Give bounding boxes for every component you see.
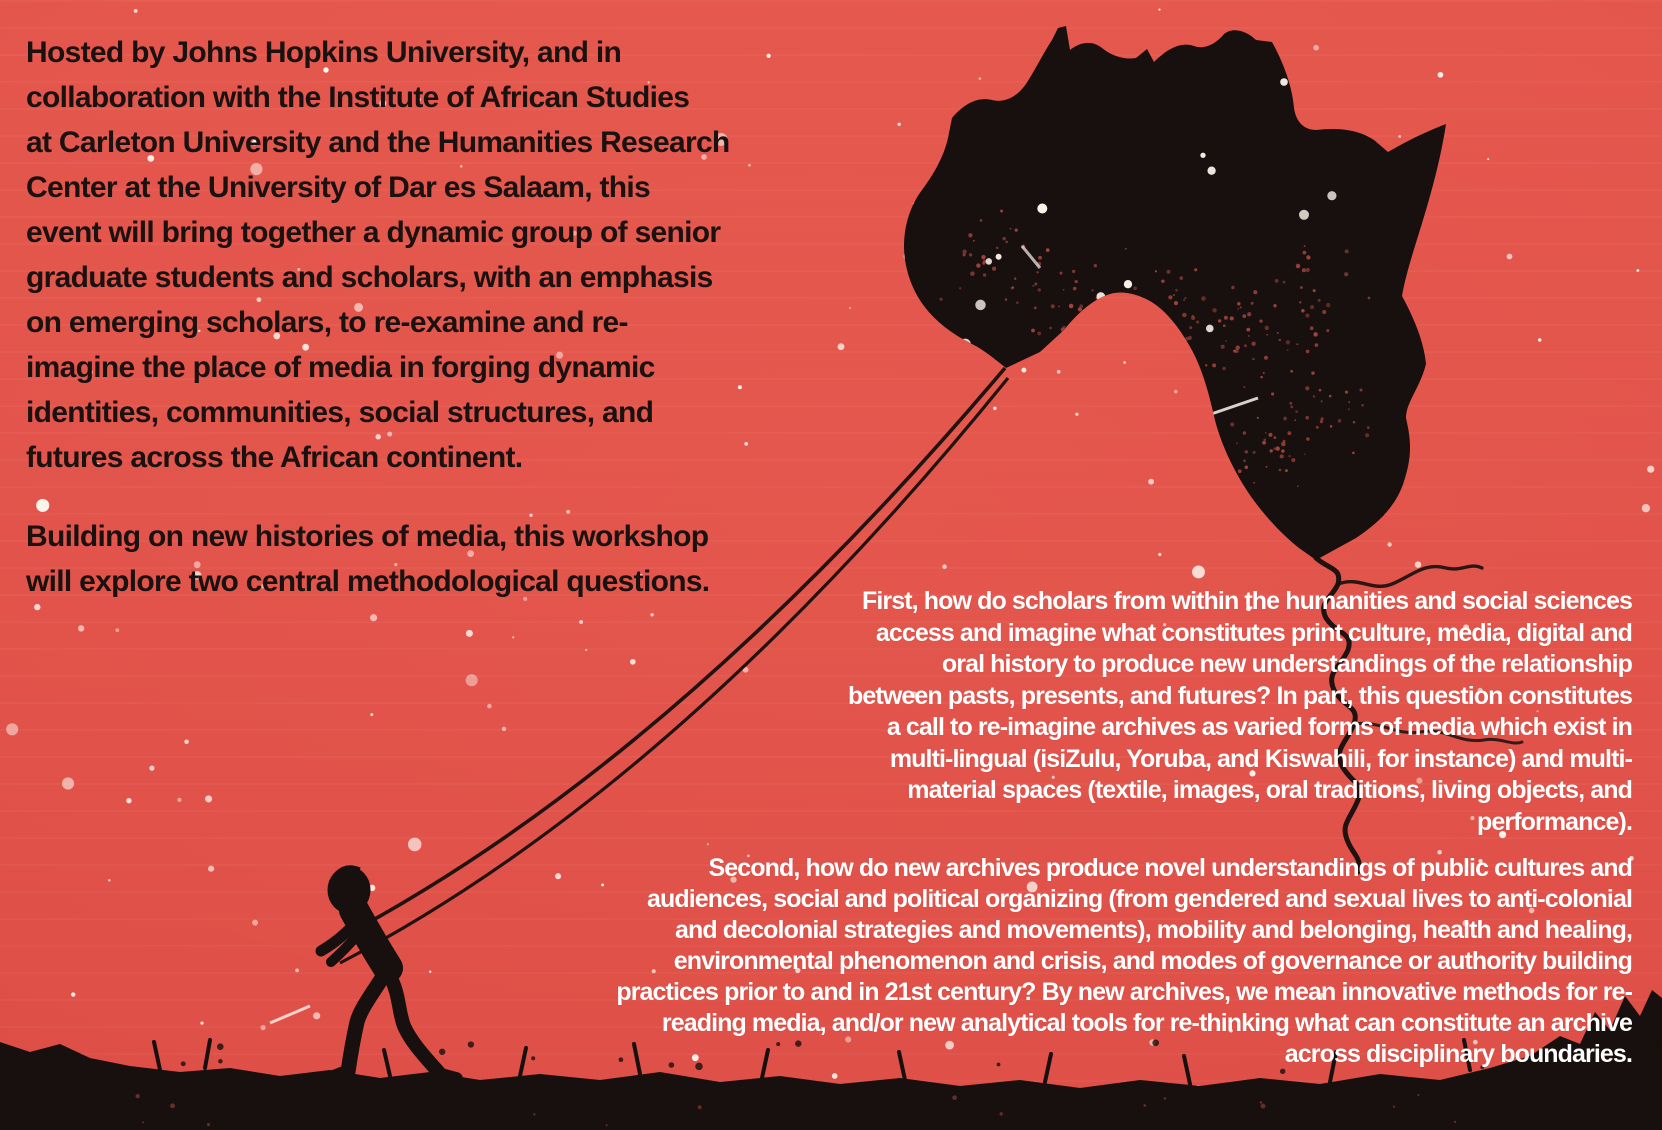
text-line: First, how do scholars from within the humanities and social sciences	[861, 587, 1632, 615]
workshop-paragraph	[26, 514, 709, 604]
text-line: futures across the African continent.	[26, 441, 523, 474]
text-line: practices prior to and in 21st century? By new archives, we mean innovative methods for re-	[616, 978, 1632, 1006]
text-line: graduate students and scholars, with an emphasis	[26, 261, 713, 294]
text-line: Center at the University of Dar es Salaam, this	[26, 171, 650, 204]
text-line: performance).	[1476, 807, 1632, 836]
text-line: material spaces (textile, images, oral traditions, living objects, and	[907, 776, 1632, 804]
white-scratch	[270, 1006, 310, 1023]
text-line: Second, how do new archives produce novel understandings of public cultures and	[708, 854, 1632, 882]
text-line: Building on new histories of media, this workshop	[26, 520, 709, 553]
text-line: identities, communities, social structures, and	[26, 396, 654, 429]
child-front-leg	[335, 972, 386, 1077]
text-line: will explore two central methodological questions.	[26, 565, 710, 598]
africa-kite-silhouette	[904, 26, 1446, 560]
text-line: event will bring together a dynamic group of senior	[26, 216, 721, 249]
text-line: reading media, and/or new analytical tools for re-thinking what can constitute an archive	[661, 1009, 1632, 1037]
text-line: and decolonial strategies and movements), mobility and belonging, health and healing,	[675, 916, 1632, 944]
text-line: at Carleton University and the Humanities Research	[26, 126, 730, 159]
africa-kite	[904, 26, 1446, 560]
text-line: between pasts, presents, and futures? In part, this question constitutes	[848, 681, 1632, 710]
text-line: Hosted by Johns Hopkins University, and in	[26, 36, 622, 69]
child-back-leg	[390, 976, 456, 1079]
second-question-paragraph	[616, 853, 1632, 1070]
text-line: across disciplinary boundaries.	[1284, 1040, 1632, 1068]
text-line: a call to re-imagine archives as varied forms of media which exist in	[886, 713, 1632, 741]
text-line: audiences, social and political organizing (from gendered and sexual lives to anti-colonial	[647, 885, 1632, 913]
intro-paragraph	[26, 30, 730, 480]
text-line: imagine the place of media in forging dynamic	[26, 351, 655, 384]
text-line: environmental phenomenon and crisis, and modes of governance or authority building	[673, 947, 1632, 975]
text-line: collaboration with the Institute of African Studies	[26, 81, 690, 114]
text-line: multi-lingual (isiZulu, Yoruba, and Kiswahili, for instance) and multi-	[889, 744, 1632, 773]
first-question-paragraph	[848, 586, 1632, 838]
child-flying-kite	[321, 866, 456, 1079]
text-line: oral history to produce new understandings of the relationship	[941, 650, 1632, 678]
text-line: access and imagine what constitutes print culture, media, digital and	[875, 618, 1632, 647]
text-line: on emerging scholars, to re-examine and re-	[26, 306, 628, 339]
